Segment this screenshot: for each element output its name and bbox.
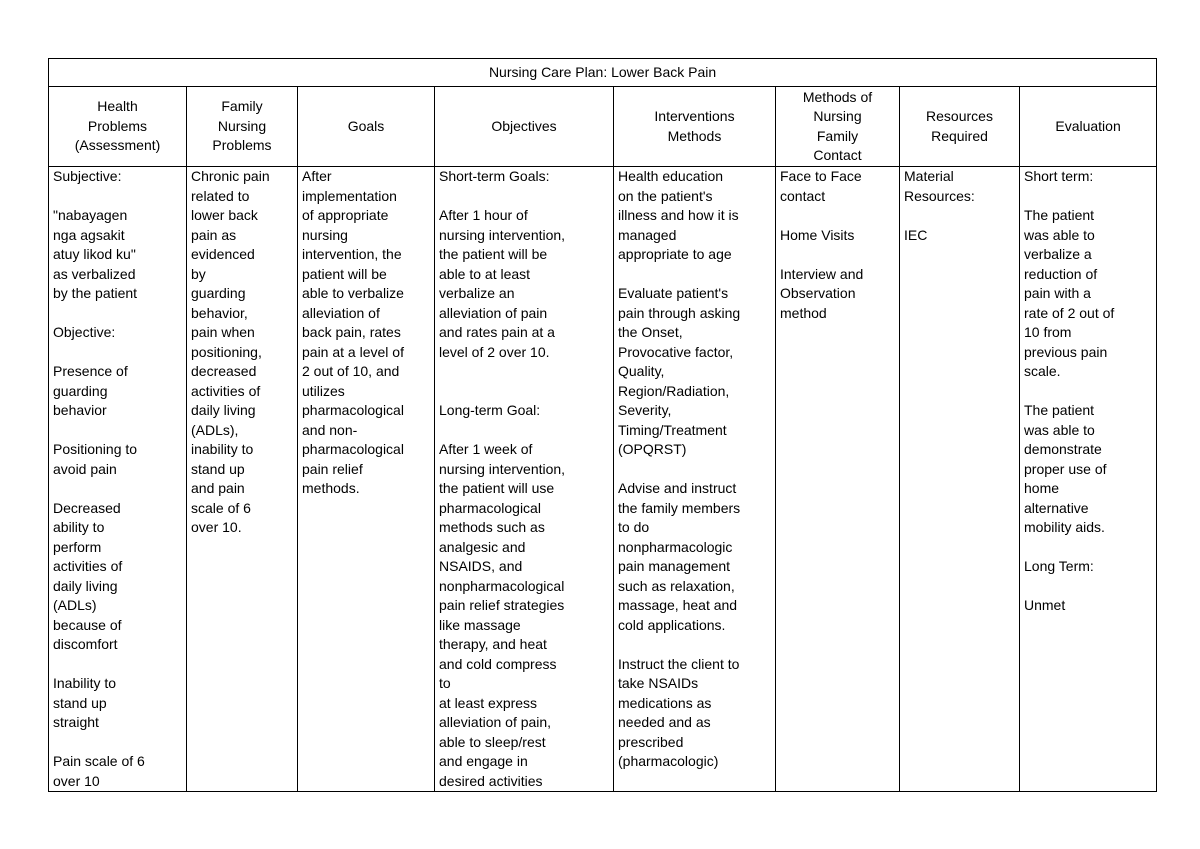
health-paragraph: Presence of guarding behavior	[53, 363, 128, 418]
health-paragraph: Pain scale of 6 over 10	[53, 753, 145, 789]
health-paragraph: Objective:	[53, 324, 116, 340]
cell-health-problems	[49, 167, 187, 792]
resources-paragraph: IEC	[904, 226, 928, 243]
methods-paragraph: Interview and Observation method	[780, 265, 864, 321]
interventions-paragraph: Evaluate patient's pain through asking the Onset, Provocative factor, Quality, Region/Radiation, Severity, Timing/Treatment (OPQRST)	[618, 285, 741, 457]
evaluation-paragraph: The patient was able to demonstrate proper use of home alternative mobility aids.	[1024, 402, 1107, 535]
interventions-paragraph: Instruct the client to take NSAIDs medications as needed and as prescribed (pharmacologic)	[618, 655, 740, 769]
cell-interventions	[614, 167, 776, 792]
header-objectives: Objectives	[435, 87, 614, 167]
cell-objectives	[435, 167, 614, 792]
header-interventions: Interventions Methods	[614, 87, 776, 167]
objectives-paragraph: Short-term Goals:	[439, 168, 550, 184]
resources-paragraph: Material Resources:	[904, 168, 975, 204]
nursing-care-plan-table	[48, 58, 1157, 792]
health-paragraph: "nabayagen nga agsakit atuy likod ku" as verbalized by the patient	[53, 207, 138, 301]
header-evaluation: Evaluation	[1020, 87, 1157, 167]
health-paragraph: Positioning to avoid pain	[53, 441, 138, 477]
objectives-paragraph: Long-term Goal:	[439, 402, 541, 418]
evaluation-paragraph: Unmet	[1024, 597, 1066, 613]
health-paragraph: Inability to stand up straight	[53, 675, 117, 730]
evaluation-paragraph: Long Term:	[1024, 558, 1094, 574]
family-paragraph: Chronic pain related to lower back pain as evidenced by guarding behavior, pain when positioning, decreased activities of daily living (ADLs), inability to stand up and pain scale of 6 over 10.	[191, 168, 270, 535]
interventions-paragraph: Health education on the patient's illness and how it is managed appropriate to age	[618, 168, 739, 262]
interventions-paragraph: Advise and instruct the family members to do nonpharmacologic pain management such as relaxation, massage, heat and cold applications.	[618, 480, 741, 633]
cell-resources	[900, 167, 1020, 792]
methods-paragraph: Face to Face contact	[780, 168, 862, 204]
header-methods-of-contact: Methods of Nursing Family Contact	[776, 87, 900, 167]
goals-paragraph: After implementation of appropriate nursing intervention, the patient will be able to verbalize alleviation of back pain, rates pain at a level of 2 out of 10, and utilizes pharmacological and non- pharmacological pain relief methods.	[302, 168, 404, 496]
header-goals: Goals	[298, 87, 435, 167]
health-paragraph: Decreased ability to perform activities of daily living (ADLs) because of discomfort	[53, 499, 123, 652]
cell-methods-of-contact	[776, 167, 900, 792]
cell-evaluation	[1020, 167, 1157, 792]
health-paragraph: Subjective:	[53, 168, 122, 184]
objectives-paragraph: After 1 week of nursing intervention, the patient will use pharmacological methods such as analgesic and NSAIDS, and nonpharmacological pain relief strategies like massage therapy, and heat and cold compress to at least express alleviation of pain, able to sleep/rest and engage in desired activities	[439, 441, 566, 789]
objectives-paragraph: After 1 hour of nursing intervention, the patient will be able to at least verbalize an alleviation of pain and rates pain at a level of 2 over 10.	[439, 207, 566, 360]
table-row	[49, 167, 1157, 792]
header-resources: Resources Required	[900, 87, 1020, 167]
header-family-nursing-problems: Family Nursing Problems	[187, 87, 298, 167]
header-row	[49, 87, 1157, 167]
header-health-problems: Health Problems (Assessment)	[49, 87, 187, 167]
evaluation-paragraph: The patient was able to verbalize a reduction of pain with a rate of 2 out of 10 from previous pain scale.	[1024, 207, 1115, 379]
cell-family-nursing-problems	[187, 167, 298, 792]
methods-paragraph: Home Visits	[780, 226, 855, 243]
evaluation-paragraph: Short term:	[1024, 168, 1094, 184]
cell-goals	[298, 167, 435, 792]
table-title: Nursing Care Plan: Lower Back Pain	[49, 59, 1157, 87]
